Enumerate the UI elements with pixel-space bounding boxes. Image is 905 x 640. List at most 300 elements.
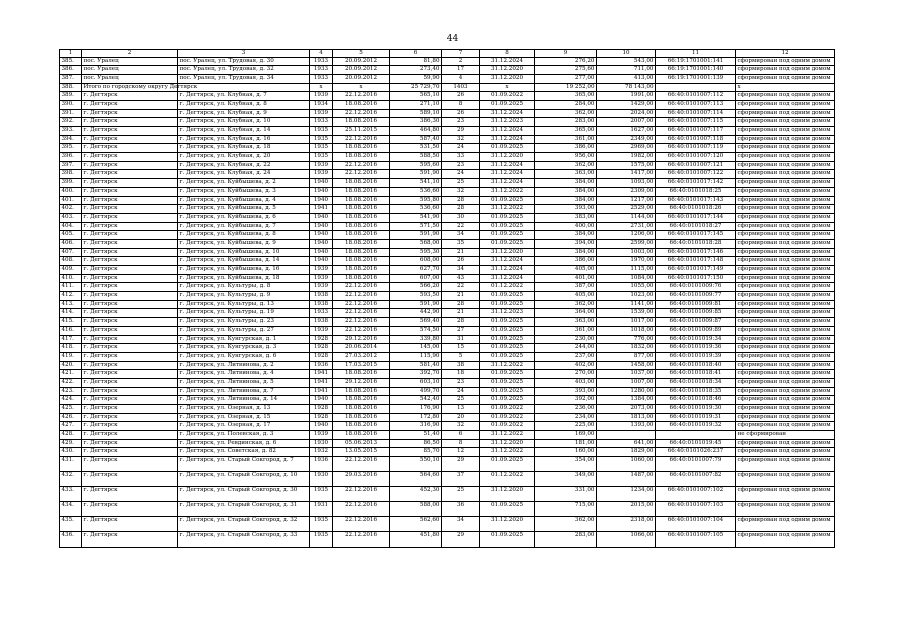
table-cell-10: 1093,00 xyxy=(597,179,656,188)
table-cell-7: 26 xyxy=(442,92,480,101)
table-cell-5: 22.12.2016 xyxy=(333,318,390,327)
table-cell-7: 2 xyxy=(442,57,480,66)
table-cell-11: 66:40:0101019:34 xyxy=(656,335,736,344)
table-cell-8: 01.09.2025 xyxy=(480,318,535,327)
table-cell-4: 1933 xyxy=(310,57,333,66)
table-cell-8: 01.09.2025 xyxy=(480,532,535,547)
table-cell-3: г. Дегтярск, ул. Куйбышева, д. 18 xyxy=(178,274,310,283)
table-cell-7: 33 xyxy=(442,153,480,162)
table-cell-4: 1939 xyxy=(310,283,333,292)
table-row xyxy=(60,457,835,472)
table-cell-5: 18.08.2016 xyxy=(333,396,390,405)
table-cell-7: 18 xyxy=(442,370,480,379)
table-cell-12: сформирован под одним домом xyxy=(736,361,835,370)
table-cell-1: 389. xyxy=(60,92,82,101)
table-cell-10 xyxy=(597,431,656,440)
table-cell-8: 01.09.2025 xyxy=(480,396,535,405)
table-cell-9: 392,00 xyxy=(535,396,597,405)
table-cell-12: сформирован под одним домом xyxy=(736,66,835,75)
table-cell-8: 31.12.2024 xyxy=(480,266,535,275)
table-cell-9: 384,00 xyxy=(535,196,597,205)
table-cell-2: г. Дегтярск xyxy=(82,309,178,318)
table-cell-8: 01.09.2025 xyxy=(480,100,535,109)
table-cell-10: 1487,00 xyxy=(597,471,656,486)
table-cell-1: 411. xyxy=(60,283,82,292)
table-cell-1: 407. xyxy=(60,248,82,257)
table-cell-1: 393. xyxy=(60,127,82,136)
table-cell-5: 22.12.2016 xyxy=(333,517,390,532)
table-cell-5: 18.08.2016 xyxy=(333,248,390,257)
table-row xyxy=(60,448,835,457)
table-row xyxy=(60,196,835,205)
table-row xyxy=(60,66,835,75)
table-cell-8: 01.09.2025 xyxy=(480,292,535,301)
table-cell-6: 542,40 xyxy=(390,396,442,405)
table-cell-3: г. Дегтярск, ул. Полевская, д. 3 xyxy=(178,431,310,440)
table-cell-2: г. Дегтярск xyxy=(82,413,178,422)
table-cell-6: 565,10 xyxy=(390,92,442,101)
table-cell-8: 01.12.2022 xyxy=(480,471,535,486)
table-cell-5: 18.08.2016 xyxy=(333,274,390,283)
table-cell-8: 31.12.2024 xyxy=(480,179,535,188)
table-cell-3: г. Дегтярск, ул. Литвинова, д. 2 xyxy=(178,361,310,370)
page-number: 44 xyxy=(446,34,459,44)
table-cell-5: x xyxy=(333,83,390,92)
table-cell-3: г. Дегтярск, ул. Клубная, д. 16 xyxy=(178,135,310,144)
table-cell-3: г. Дегтярск, ул. Куйбышева, д. 2 xyxy=(178,179,310,188)
table-cell-5: 20.09.2012 xyxy=(333,57,390,66)
table-cell-11: 66:40:0101017:149 xyxy=(656,266,736,275)
table-cell-5: 22.12.2016 xyxy=(333,300,390,309)
table-cell-8: 31.12.2020 xyxy=(480,248,535,257)
table-cell-12: сформирован под одним домом xyxy=(736,326,835,335)
table-row xyxy=(60,378,835,387)
table-row xyxy=(60,213,835,222)
table-cell-1: 408. xyxy=(60,257,82,266)
table-cell-1: 422. xyxy=(60,378,82,387)
table-cell-12: сформирован под одним домом xyxy=(736,448,835,457)
header-cell-2: 2 xyxy=(82,50,178,58)
table-cell-6: 536,60 xyxy=(390,187,442,196)
table-cell-9: 225,00 xyxy=(535,422,597,431)
table-cell-7: 23 xyxy=(442,161,480,170)
table-row xyxy=(60,205,835,214)
table-cell-10: 1217,00 xyxy=(597,196,656,205)
table-cell-7: 36 xyxy=(442,502,480,517)
table-cell-9: 236,00 xyxy=(535,405,597,414)
table-cell-1: 415. xyxy=(60,318,82,327)
table-cell-3: г. Дегтярск, ул. Литвинова, д. 14 xyxy=(178,396,310,405)
table-row xyxy=(60,283,835,292)
table-cell-8: 31.12.2020 xyxy=(480,517,535,532)
table-cell-9: 169,00 xyxy=(535,431,597,440)
table-cell-9: 384,00 xyxy=(535,231,597,240)
table-cell-8: 01.09.2025 xyxy=(480,387,535,396)
table-cell-11: 66:40:0101017:142 xyxy=(656,179,736,188)
table-cell-1: 412. xyxy=(60,292,82,301)
table-cell-6: 452,30 xyxy=(390,486,442,501)
table-cell-5: 20.09.2012 xyxy=(333,66,390,75)
table-cell-12: сформирован под одним домом xyxy=(736,502,835,517)
table-cell-6: 145,00 xyxy=(390,344,442,353)
table-row xyxy=(60,439,835,448)
table-cell-5: 22.12.2016 xyxy=(333,109,390,118)
table-row xyxy=(60,161,835,170)
table-cell-6: 86,50 xyxy=(390,439,442,448)
table-cell-10: 1206,00 xyxy=(597,231,656,240)
table-cell-1: 414. xyxy=(60,309,82,318)
table-cell-5: 29.03.2016 xyxy=(333,471,390,486)
table-cell-2: г. Дегтярск xyxy=(82,222,178,231)
table-cell-2: г. Дегтярск xyxy=(82,118,178,127)
table-cell-11: 66:40:0101019:36 xyxy=(656,344,736,353)
table-cell-8: 01.09.2022 xyxy=(480,413,535,422)
table-cell-3: г. Дегтярск, ул. Культуры, д. 13 xyxy=(178,300,310,309)
table-cell-2: г. Дегтярск xyxy=(82,422,178,431)
table-row xyxy=(60,292,835,301)
table-cell-6: 595,30 xyxy=(390,248,442,257)
table-cell-7: 26 xyxy=(442,109,480,118)
table-cell-7: 28 xyxy=(442,196,480,205)
table-cell-8: 01.09.2025 xyxy=(480,344,535,353)
table-cell-9: 181,00 xyxy=(535,439,597,448)
table-cell-6: 392,70 xyxy=(390,370,442,379)
table-cell-5: 18.08.2016 xyxy=(333,179,390,188)
table-cell-7: 8 xyxy=(442,439,480,448)
table-cell-2: г. Дегтярск xyxy=(82,439,178,448)
table-cell-11: 66:40:0101019:31 xyxy=(656,413,736,422)
table-cell-9: 386,00 xyxy=(535,144,597,153)
table-cell-10: 1115,00 xyxy=(597,266,656,275)
table-row xyxy=(60,431,835,440)
header-cell-7: 7 xyxy=(442,50,480,58)
table-cell-9: 400,00 xyxy=(535,222,597,231)
table-cell-9: 363,00 xyxy=(535,318,597,327)
table-cell-12: сформирован под одним домом xyxy=(736,318,835,327)
table-cell-9: 402,00 xyxy=(535,361,597,370)
table-cell-7: 28 xyxy=(442,205,480,214)
table-cell-12: сформирован под одним домом xyxy=(736,457,835,472)
table-cell-2: г. Дегтярск xyxy=(82,396,178,405)
table-cell-10: 2309,00 xyxy=(597,187,656,196)
table-cell-4: 1939 xyxy=(310,161,333,170)
table-cell-1: 427. xyxy=(60,422,82,431)
table-cell-1: 386. xyxy=(60,66,82,75)
table-cell-6: 339,80 xyxy=(390,335,442,344)
table-cell-1: 423. xyxy=(60,387,82,396)
table-cell-2: г. Дегтярск xyxy=(82,109,178,118)
table-cell-12: сформирован под одним домом xyxy=(736,378,835,387)
table-row xyxy=(60,471,835,486)
table-cell-11: 66:19:1701001:140 xyxy=(656,66,736,75)
table-row xyxy=(60,486,835,501)
table-cell-11: 66:40:0101007:117 xyxy=(656,127,736,136)
table-cell-6: 595,80 xyxy=(390,196,442,205)
table-cell-12: сформирован под одним домом xyxy=(736,144,835,153)
table-cell-12: сформирован под одним домом xyxy=(736,266,835,275)
table-cell-7: 32 xyxy=(442,422,480,431)
table-cell-8: 31.12.2024 xyxy=(480,274,535,283)
table-cell-11: 66:40:0101007:79 xyxy=(656,457,736,472)
table-cell-7: 34 xyxy=(442,266,480,275)
table-cell-2: г. Дегтярск xyxy=(82,92,178,101)
table-cell-4: 1933 xyxy=(310,74,333,83)
table-cell-6: 589,10 xyxy=(390,109,442,118)
table-cell-1: 435. xyxy=(60,517,82,532)
table-cell-12: сформирован под одним домом xyxy=(736,153,835,162)
table-cell-4: 1941 xyxy=(310,205,333,214)
table-cell-4: 1940 xyxy=(310,257,333,266)
table-cell-11: 66:19:1701001:139 xyxy=(656,74,736,83)
table-cell-6: 316,90 xyxy=(390,422,442,431)
table-cell-6: 541,10 xyxy=(390,179,442,188)
table-cell-12: сформирован под одним домом xyxy=(736,396,835,405)
table-cell-4: 1938 xyxy=(310,300,333,309)
table-cell-6: 25 729,70 xyxy=(390,83,442,92)
table-cell-6: 59,90 xyxy=(390,74,442,83)
table-cell-5: 22.12.2016 xyxy=(333,326,390,335)
table-cell-12: сформирован под одним домом xyxy=(736,100,835,109)
table-cell-10: 2599,00 xyxy=(597,239,656,248)
table-cell-1: 418. xyxy=(60,344,82,353)
table-cell-9: 403,00 xyxy=(535,378,597,387)
table-row xyxy=(60,352,835,361)
table-cell-8: 01.09.2025 xyxy=(480,457,535,472)
table-cell-11: 66:40:0101007:118 xyxy=(656,135,736,144)
table-cell-11: 66:40:0101026:237 xyxy=(656,448,736,457)
table-cell-6: 451,80 xyxy=(390,532,442,547)
table-cell-9: 277,00 xyxy=(535,74,597,83)
table-cell-6: 593,50 xyxy=(390,292,442,301)
table-cell-2: г. Дегтярск xyxy=(82,135,178,144)
table-cell-12: сформирован под одним домом xyxy=(736,196,835,205)
table-cell-10: 1037,00 xyxy=(597,370,656,379)
table-cell-10: 1023,00 xyxy=(597,292,656,301)
table-cell-2: г. Дегтярск xyxy=(82,179,178,188)
table-cell-12: сформирован под одним домом xyxy=(736,517,835,532)
table-cell-2: г. Дегтярск xyxy=(82,274,178,283)
table-cell-6: 464,80 xyxy=(390,127,442,136)
table-cell-4: 1939 xyxy=(310,92,333,101)
table-cell-7: 38 xyxy=(442,361,480,370)
table-cell-6: 550,10 xyxy=(390,457,442,472)
table-cell-7: 21 xyxy=(442,248,480,257)
table-cell-2: г. Дегтярск xyxy=(82,153,178,162)
table-cell-2: г. Дегтярск xyxy=(82,405,178,414)
table-cell-12: сформирован под одним домом xyxy=(736,532,835,547)
table-cell-6: 607,00 xyxy=(390,274,442,283)
table-cell-7: 13 xyxy=(442,405,480,414)
table-cell-4: 1932 xyxy=(310,448,333,457)
table-cell-4: 1935 xyxy=(310,144,333,153)
table-cell-1: 403. xyxy=(60,213,82,222)
table-cell-8: 01.12.2022 xyxy=(480,283,535,292)
table-cell-3: г. Дегтярск, ул. Советская, д. 82 xyxy=(178,448,310,457)
table-cell-1: 398. xyxy=(60,170,82,179)
table-cell-7: 24 xyxy=(442,144,480,153)
table-cell-1: 419. xyxy=(60,352,82,361)
table-cell-10: 1003,00 xyxy=(597,248,656,257)
table-cell-7: 35 xyxy=(442,239,480,248)
table-cell-11: 66:40:0101007:104 xyxy=(656,517,736,532)
table-cell-12: сформирован под одним домом xyxy=(736,413,835,422)
table-cell-1: 390. xyxy=(60,100,82,109)
table-cell-1: 406. xyxy=(60,239,82,248)
table-cell-6: 273,40 xyxy=(390,66,442,75)
table-cell-11: 66:40:0101018:26 xyxy=(656,205,736,214)
table-cell-5: 22.12.2016 xyxy=(333,502,390,517)
table-cell-4: x xyxy=(310,83,333,92)
table-cell-3: г. Дегтярск, ул. Клубная, д. 22 xyxy=(178,161,310,170)
table-cell-4: 1939 xyxy=(310,274,333,283)
table-cell-2: г. Дегтярск xyxy=(82,457,178,472)
table-cell-5: 18.08.2016 xyxy=(333,196,390,205)
table-cell-10: 641,00 xyxy=(597,439,656,448)
table-cell-9: 384,00 xyxy=(535,179,597,188)
table-cell-12: сформирован под одним домом xyxy=(736,283,835,292)
table-cell-1: 402. xyxy=(60,205,82,214)
table-cell-8: 31.12.2020 xyxy=(480,486,535,501)
table-cell-9: 364,00 xyxy=(535,309,597,318)
table-cell-4: 1940 xyxy=(310,396,333,405)
table-cell-2: г. Дегтярск xyxy=(82,283,178,292)
table-cell-12: сформирован под одним домом xyxy=(736,231,835,240)
table-cell-4: 1931 xyxy=(310,502,333,517)
table-cell-12: сформирован под одним домом xyxy=(736,205,835,214)
table-row xyxy=(60,335,835,344)
table-cell-4: 1941 xyxy=(310,378,333,387)
table-cell-7: 43 xyxy=(442,274,480,283)
table-cell-3: г. Дегтярск, ул. Кунгурская, д. 3 xyxy=(178,344,310,353)
table-cell-3: г. Дегтярск, ул. Клубная, д. 20 xyxy=(178,153,310,162)
table-cell-8: 31.12.2022 xyxy=(480,361,535,370)
table-cell-3: г. Дегтярск, ул. Литвинова, д. 5 xyxy=(178,378,310,387)
table-cell-3: г. Дегтярск, ул. Озерная, д. 15 xyxy=(178,413,310,422)
table-cell-1: 391. xyxy=(60,109,82,118)
table-cell-1: 429. xyxy=(60,439,82,448)
table-cell-3: пос. Уралец, ул. Трудовая, д. 30 xyxy=(178,57,310,66)
table-cell-8: 31.12.2023 xyxy=(480,118,535,127)
table-cell-10: 1970,00 xyxy=(597,257,656,266)
table-cell-12: сформирован под одним домом xyxy=(736,127,835,136)
table-row xyxy=(60,517,835,532)
table-cell-9: 394,00 xyxy=(535,239,597,248)
table-cell-12: сформирован под одним домом xyxy=(736,179,835,188)
table-cell-3: г. Дегтярск, ул. Куйбышева, д. 3 xyxy=(178,187,310,196)
table-cell-5: 20.09.2012 xyxy=(333,74,390,83)
table-cell-5: 18.08.2016 xyxy=(333,413,390,422)
table-cell-2: г. Дегтярск xyxy=(82,248,178,257)
table-cell-6: 536,60 xyxy=(390,205,442,214)
table-cell-3: г. Дегтярск, ул. Кунгурская, д. 1 xyxy=(178,335,310,344)
table-cell-11: 66:40:0101007:105 xyxy=(656,532,736,547)
table-cell-12: сформирован под одним домом xyxy=(736,74,835,83)
table-cell-12: сформирован под одним домом xyxy=(736,57,835,66)
table-cell-9: 362,00 xyxy=(535,109,597,118)
table-cell-1: 420. xyxy=(60,361,82,370)
table-cell-1: 413. xyxy=(60,300,82,309)
table-cell-10: 1007,00 xyxy=(597,378,656,387)
table-cell-9: 362,00 xyxy=(535,300,597,309)
table-cell-4: 1940 xyxy=(310,196,333,205)
table-cell-7: 1403 xyxy=(442,83,480,92)
table-cell-6: 568,00 xyxy=(390,239,442,248)
header-cell-10: 10 xyxy=(597,50,656,58)
table-cell-9: 283,00 xyxy=(535,532,597,547)
table-cell-10: 2024,00 xyxy=(597,109,656,118)
table-cell-4: 1935 xyxy=(310,532,333,547)
table-cell-5: 18.08.2016 xyxy=(333,118,390,127)
table-cell-11: 66:40:0101007:112 xyxy=(656,92,736,101)
table-cell-12: сформирован под одним домом xyxy=(736,439,835,448)
table-cell-7: 24 xyxy=(442,170,480,179)
table-cell-10: 1234,00 xyxy=(597,486,656,501)
table-cell-12: сформирован под одним домом xyxy=(736,309,835,318)
table-row xyxy=(60,187,835,196)
table-cell-4: 1940 xyxy=(310,422,333,431)
table-cell-8: 01.09.2025 xyxy=(480,213,535,222)
table-row xyxy=(60,239,835,248)
table-cell-3: г. Дегтярск, ул. Куйбышева, д. 14 xyxy=(178,257,310,266)
table-cell-1: 430. xyxy=(60,448,82,457)
table-cell-11: 66:40:0101018:28 xyxy=(656,239,736,248)
table-cell-7: 29 xyxy=(442,532,480,547)
table-cell-10: 1084,00 xyxy=(597,274,656,283)
table-cell-1: 395. xyxy=(60,144,82,153)
table-cell-10: 2731,00 xyxy=(597,222,656,231)
header-cell-9: 9 xyxy=(535,50,597,58)
table-cell-12: сформирован под одним домом xyxy=(736,387,835,396)
table-cell-11: 66:40:0101019:45 xyxy=(656,439,736,448)
table-cell-4: 1939 xyxy=(310,170,333,179)
table-cell-2: г. Дегтярск xyxy=(82,127,178,136)
table-cell-4: 1936 xyxy=(310,457,333,472)
table-row xyxy=(60,361,835,370)
table-cell-6: 115,90 xyxy=(390,352,442,361)
table-cell-10: 1991,00 xyxy=(597,92,656,101)
table-cell-10: 1055,00 xyxy=(597,283,656,292)
table-cell-5: 22.12.2016 xyxy=(333,92,390,101)
table-cell-9: 383,00 xyxy=(535,213,597,222)
table-cell-8: 31.12.2024 xyxy=(480,161,535,170)
table-cell-3: г. Дегтярск, ул. Культуры, д. 23 xyxy=(178,318,310,327)
header-cell-4: 4 xyxy=(310,50,333,58)
table-row xyxy=(60,274,835,283)
table-cell-5: 20.06.2014 xyxy=(333,344,390,353)
table-cell-5: 18.08.2016 xyxy=(333,205,390,214)
table-cell-5: 27.03.2012 xyxy=(333,352,390,361)
table-cell-9: 244,00 xyxy=(535,344,597,353)
table-cell-7: 29 xyxy=(442,457,480,472)
table-cell-5: 18.08.2016 xyxy=(333,257,390,266)
table-cell-7: 15 xyxy=(442,344,480,353)
table-cell-5: 18.08.2016 xyxy=(333,213,390,222)
table-cell-4: 1930 xyxy=(310,471,333,486)
table-cell-1: 401. xyxy=(60,196,82,205)
table-cell-8: 01.09.2025 xyxy=(480,144,535,153)
table-cell-2: г. Дегтярск xyxy=(82,532,178,547)
table-row xyxy=(60,309,835,318)
table-cell-10: 1982,00 xyxy=(597,153,656,162)
table-cell-1: 417. xyxy=(60,335,82,344)
table-cell-11: 66:40:0101007:114 xyxy=(656,109,736,118)
table-cell-7: 32 xyxy=(442,187,480,196)
table-cell-8: 01.09.2025 xyxy=(480,231,535,240)
table-cell-8: 01.09.2022 xyxy=(480,422,535,431)
table-cell-6: 564,60 xyxy=(390,471,442,486)
table-cell-3: пос. Уралец, ул. Трудовая, д. 32 xyxy=(178,66,310,75)
table-cell-6: 271,10 xyxy=(390,100,442,109)
